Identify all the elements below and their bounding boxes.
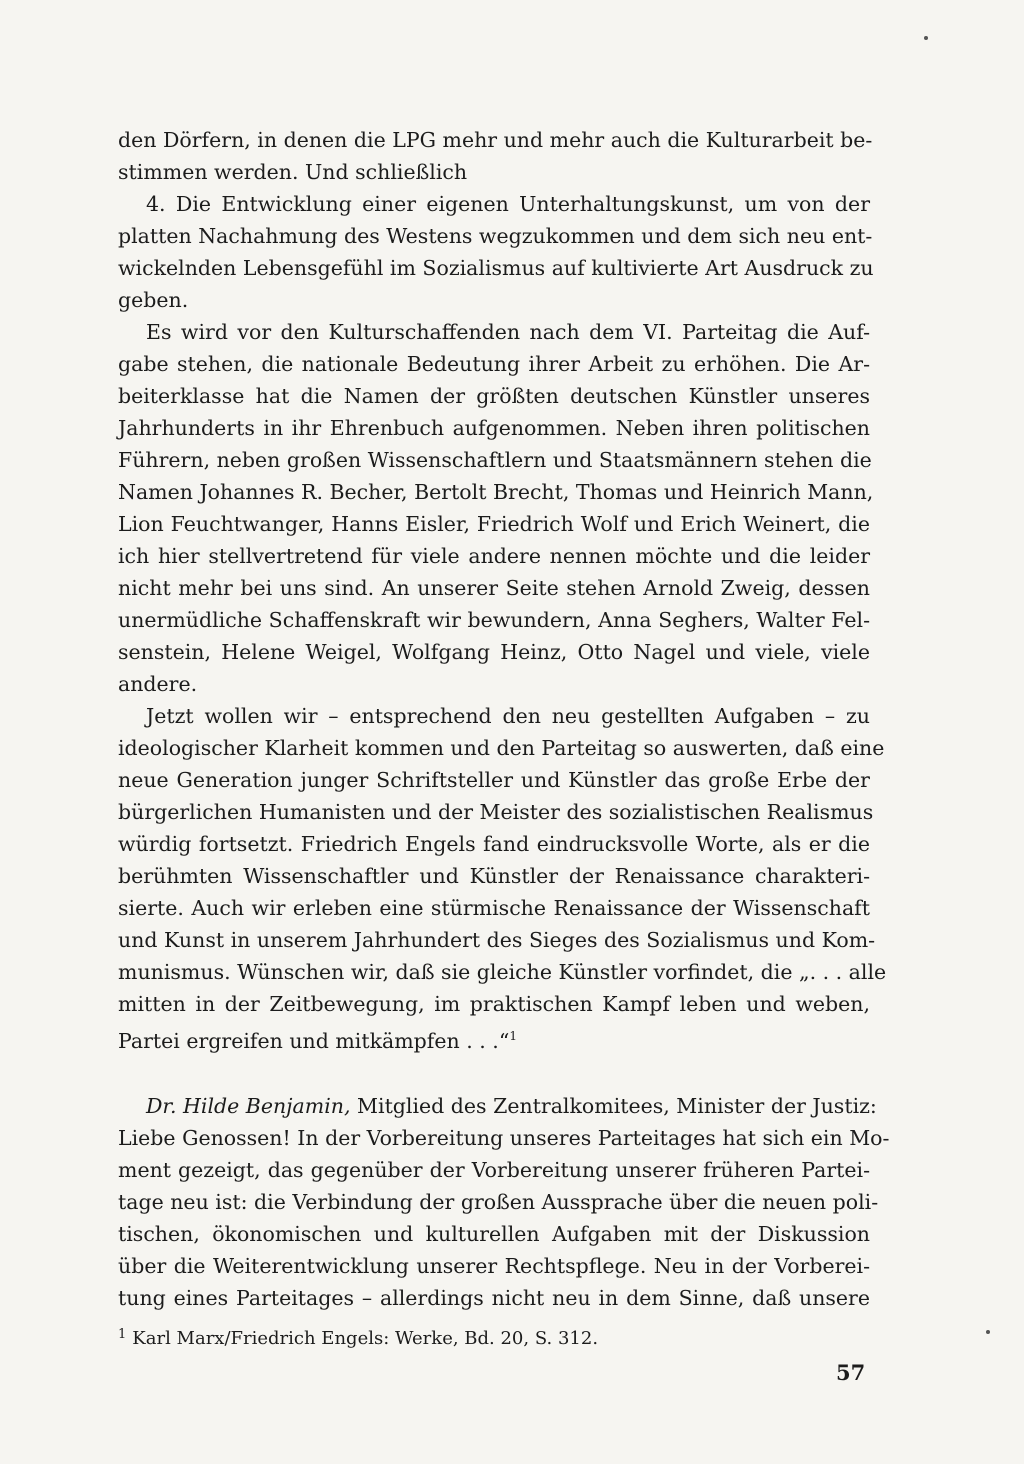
footnote-mark: 1 (118, 1327, 127, 1342)
text-line (118, 1020, 870, 1057)
text-line: Lion Feuchtwanger, Hanns Eisler, Friedrich Wolf und Erich Weinert, die (118, 512, 870, 536)
text-line: wickelnden Lebensgefühl im Sozialismus auf kultivierte Art Ausdruck zu (118, 256, 874, 280)
text-line: senstein, Helene Weigel, Wolfgang Heinz, Otto Nagel und viele, viele (118, 640, 870, 664)
text-line: den Dörfern, in denen die LPG mehr und mehr auch die Kulturarbeit be- (118, 128, 873, 152)
text-line: neue Generation junger Schriftsteller und Künstler das große Erbe der (118, 768, 870, 792)
text-line: Liebe Genossen! In der Vorbereitung unseres Parteitages hat sich ein Mo- (118, 1126, 890, 1150)
text-line: platten Nachahmung des Westens wegzukommen und dem sich neu ent- (118, 224, 873, 248)
text-line: beiterklasse hat die Namen der größten deutschen Künstler unseres (118, 384, 870, 408)
text-line: sierte. Auch wir erleben eine stürmische Renaissance der Wissenschaft (118, 896, 870, 920)
text-line: bürgerlichen Humanisten und der Meister des sozialistischen Realismus (118, 800, 874, 824)
footnote-reference: 1 (509, 1029, 517, 1043)
scan-speck (924, 36, 928, 40)
speaker-role: Mitglied des Zentralkomitees, Minister der Justiz: (357, 1094, 877, 1118)
text-line: gabe stehen, die nationale Bedeutung ihrer Arbeit zu erhöhen. Die Ar- (118, 352, 870, 376)
text-line: tage neu ist: die Verbindung der großen Aussprache über die neuen poli- (118, 1190, 879, 1214)
text-line: Namen Johannes R. Becher, Bertolt Brecht, Thomas und Heinrich Mann, (118, 480, 874, 504)
text-line: ment gezeigt, das gegenüber der Vorbereitung unserer früheren Partei- (118, 1158, 870, 1182)
text-line: Es wird vor den Kulturschaffenden nach dem VI. Parteitag die Auf- (146, 320, 870, 344)
text-line: stimmen werden. Und schließlich (118, 160, 468, 184)
text-line-content: Partei ergreifen und mitkämpfen . . .“ (118, 1029, 510, 1053)
text-line: berühmten Wissenschaftler und Künstler der Renaissance charakteri- (118, 864, 870, 888)
scan-speck (986, 1330, 990, 1334)
speaker-line (146, 1090, 877, 1122)
text-line: Jetzt wollen wir – entsprechend den neu gestellten Aufgaben – zu (146, 704, 870, 728)
text-line: munismus. Wünschen wir, daß sie gleiche Künstler vorfindet, die „. . . alle (118, 960, 887, 984)
footnote (118, 1322, 598, 1352)
text-line: nicht mehr bei uns sind. An unserer Seite stehen Arnold Zweig, dessen (118, 576, 870, 600)
text-line: unermüdliche Schaffenskraft wir bewundern, Anna Seghers, Walter Fel- (118, 608, 870, 632)
speaker-name: Dr. Hilde Benjamin, (146, 1094, 351, 1118)
text-line: Jahrhunderts in ihr Ehrenbuch aufgenommen. Neben ihren politischen (118, 416, 870, 440)
text-line: andere. (118, 672, 198, 696)
text-line: Führern, neben großen Wissenschaftlern und Staatsmännern stehen die (118, 448, 872, 472)
text-line: tung eines Parteitages – allerdings nicht neu in dem Sinne, daß unsere (118, 1286, 870, 1310)
text-line: ich hier stellvertretend für viele andere nennen möchte und die leider (118, 544, 870, 568)
text-line: 4. Die Entwicklung einer eigenen Unterhaltungskunst, um von der (146, 192, 870, 216)
footnote-text: Karl Marx/Friedrich Engels: Werke, Bd. 20, S. 312. (132, 1328, 599, 1349)
text-line: geben. (118, 288, 189, 312)
text-line: über die Weiterentwicklung unserer Rechtspflege. Neu in der Vorberei- (118, 1254, 870, 1278)
text-line: tischen, ökonomischen und kulturellen Aufgaben mit der Diskussion (118, 1222, 870, 1246)
text-line: ideologischer Klarheit kommen und den Parteitag so auswerten, daß eine (118, 736, 885, 760)
text-line: mitten in der Zeitbewegung, im praktischen Kampf leben und weben, (118, 992, 870, 1016)
page-number: 57 (836, 1360, 866, 1385)
text-line: und Kunst in unserem Jahrhundert des Sieges des Sozialismus und Kom- (118, 928, 876, 952)
text-line: würdig fortsetzt. Friedrich Engels fand eindrucksvolle Worte, als er die (118, 832, 870, 856)
